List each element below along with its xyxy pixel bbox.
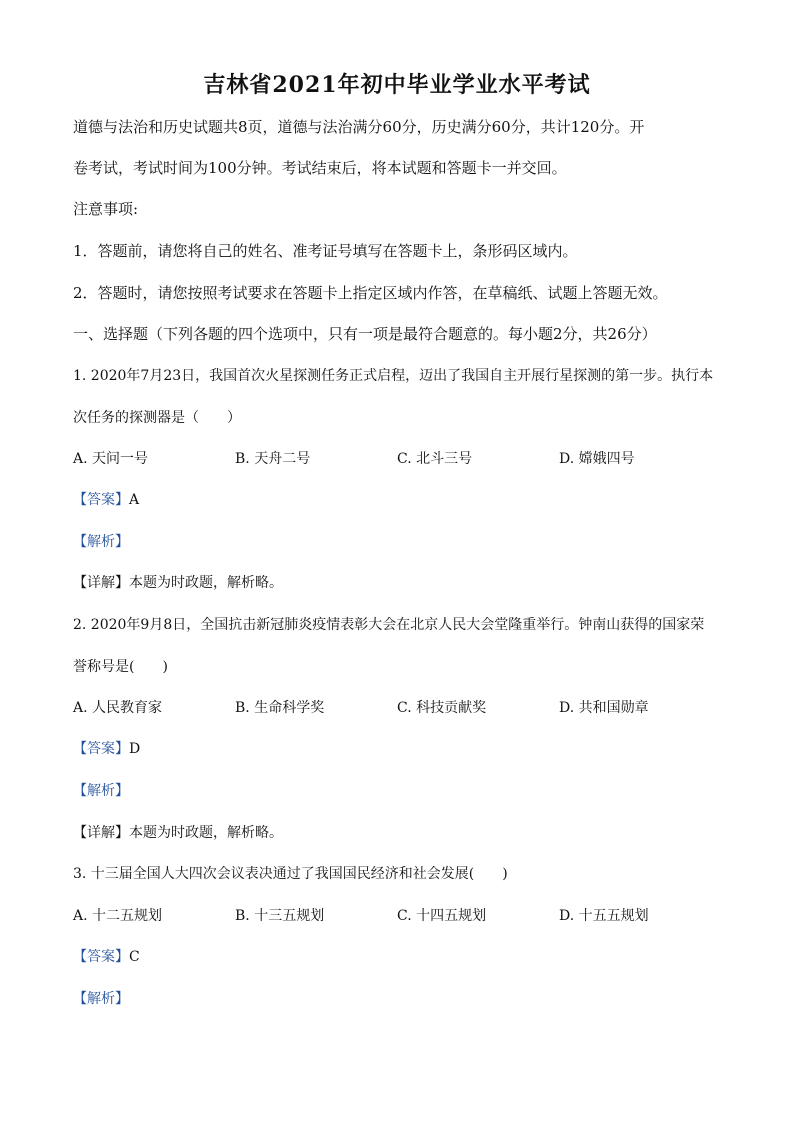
analysis-tag: 【解析】 (73, 534, 129, 550)
question-3-analysis (73, 988, 733, 1008)
question-1-answer (73, 489, 733, 509)
answer-value: A (129, 492, 140, 508)
question-1-option-a: A. 天问一号 (73, 451, 149, 467)
question-2-answer (73, 738, 733, 758)
question-2-option-d: D. 共和国勋章 (559, 700, 649, 716)
exam-title: 吉林省2021年初中毕业学业水平考试 (203, 72, 591, 98)
question-1-option-b: B. 天舟二号 (235, 451, 311, 467)
answer-tag: 【答案】 (73, 492, 129, 508)
answer-value: C (129, 949, 140, 965)
intro-line-1: 道德与法治和历史试题共8页，道德与法治满分60分，历史满分60分，共计120分。开 (73, 118, 645, 136)
question-2-option-a: A. 人民教育家 (73, 700, 163, 716)
detail-text: 本题为时政题，解析略。 (129, 575, 283, 591)
answer-value: D (129, 741, 141, 757)
question-1-stem-line-1: 1. 2020年7月23日，我国首次火星探测任务正式启程，迈出了我国自主开展行星探测的第一步。执行本 (73, 368, 714, 384)
question-3-option-b: B. 十三五规划 (235, 908, 325, 924)
question-3-answer (73, 946, 733, 966)
question-3-option-a: A. 十二五规划 (73, 908, 163, 924)
question-2-detail (73, 822, 733, 842)
notice-item-2: 2．答题时，请您按照考试要求在答题卡上指定区域内作答，在草稿纸、试题上答题无效。 (73, 284, 668, 302)
question-1-detail (73, 572, 733, 592)
question-1-analysis (73, 531, 733, 551)
question-3-option-d: D. 十五五规划 (559, 908, 649, 924)
question-2-option-c: C. 科技贡献奖 (397, 700, 487, 716)
detail-tag: 【详解】 (73, 825, 129, 841)
answer-tag: 【答案】 (73, 741, 129, 757)
answer-tag: 【答案】 (73, 949, 129, 965)
analysis-tag: 【解析】 (73, 991, 129, 1007)
question-1-stem-line-2: 次任务的探测器是（ ） (73, 410, 241, 426)
detail-tag: 【详解】 (73, 575, 129, 591)
detail-text: 本题为时政题，解析略。 (129, 825, 283, 841)
notice-item-1: 1．答题前，请您将自己的姓名、准考证号填写在答题卡上，条形码区域内。 (73, 242, 578, 260)
intro-line-2: 卷考试，考试时间为100分钟。考试结束后，将本试题和答题卡一并交回。 (73, 159, 567, 177)
question-2-option-b: B. 生命科学奖 (235, 700, 325, 716)
notice-heading: 注意事项: (73, 200, 139, 218)
question-3-option-c: C. 十四五规划 (397, 908, 487, 924)
analysis-tag: 【解析】 (73, 783, 129, 799)
question-2-analysis (73, 780, 733, 800)
question-1-option-c: C. 北斗三号 (397, 451, 473, 467)
question-2-stem-line-2: 誉称号是( ) (73, 659, 168, 675)
section-heading: 一、选择题（下列各题的四个选项中，只有一项是最符合题意的。每小题2分，共26分） (73, 325, 657, 343)
question-3-stem: 3. 十三届全国人大四次会议表决通过了我国国民经济和社会发展( ) (73, 866, 508, 882)
question-2-stem-line-1: 2. 2020年9月8日，全国抗击新冠肺炎疫情表彰大会在北京人民大会堂隆重举行。钟南山获得的国家荣 (73, 617, 705, 633)
question-1-option-d: D. 嫦娥四号 (559, 451, 635, 467)
